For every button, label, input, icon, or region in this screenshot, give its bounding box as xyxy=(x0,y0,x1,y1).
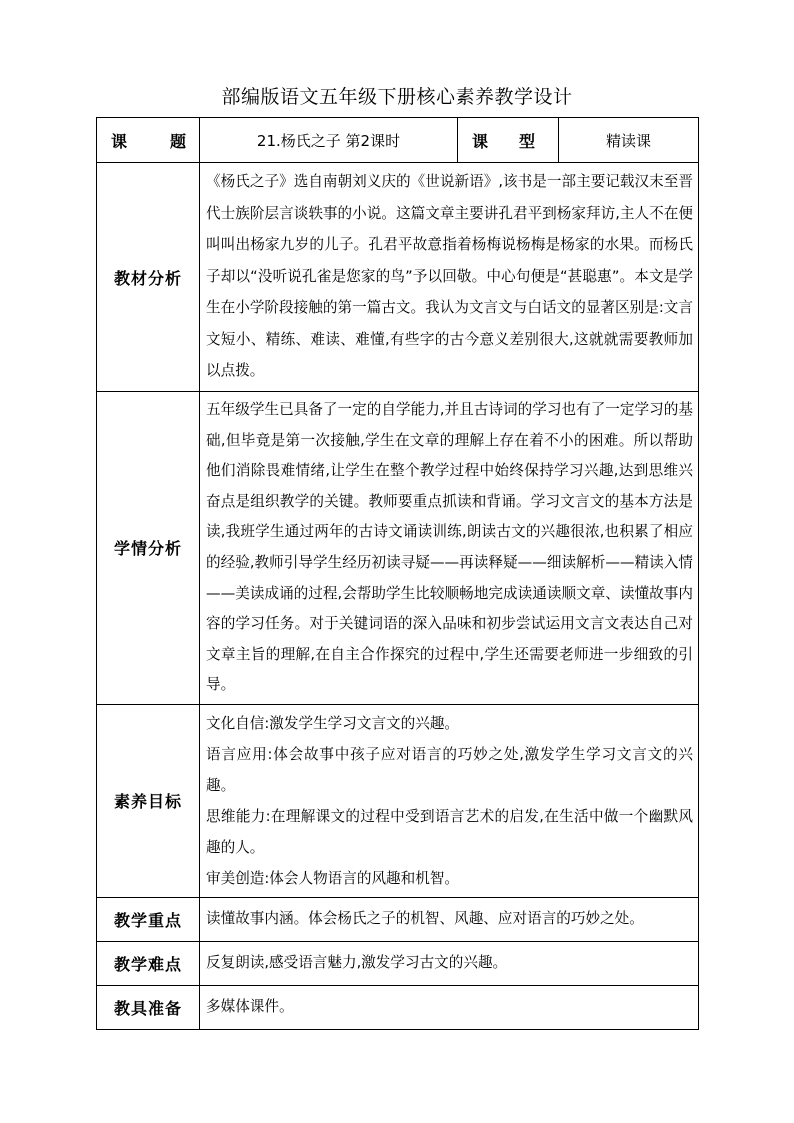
lesson-title-cell xyxy=(200,118,458,163)
materials-row xyxy=(97,985,699,1029)
document-title: 部编版语文五年级下册核心素养教学设计 xyxy=(221,86,573,108)
key-points-label: 教学重点 xyxy=(97,897,200,941)
difficult-points-text: 反复朗读,感受语言魅力,激发学习古文的兴趣。 xyxy=(200,941,699,985)
type-label-cell xyxy=(458,118,559,163)
literacy-goals-row xyxy=(97,704,699,897)
student-analysis-row xyxy=(97,392,699,705)
goal-item: 思维能力:在理解课文的过程中受到语言艺术的启发,在生活中做一个幽默风趣的人。 xyxy=(206,807,693,856)
goal-item: 审美创造:体会人物语言的风趣和机智。 xyxy=(206,869,460,887)
header-row xyxy=(97,118,699,163)
literacy-goals-label: 素养目标 xyxy=(97,704,200,897)
materials-text: 多媒体课件。 xyxy=(200,985,699,1029)
key-points-text: 读懂故事内涵。体会杨氏之子的机智、风趣、应对语言的巧妙之处。 xyxy=(200,897,699,941)
type-value: 精读课 xyxy=(605,131,651,150)
goal-item: 文化自信:激发学生学习文言文的兴趣。 xyxy=(206,714,460,732)
lesson-plan-table xyxy=(96,117,699,1030)
difficult-points-label: 教学难点 xyxy=(97,941,200,985)
difficult-points-row xyxy=(97,941,699,985)
textbook-analysis-text: 《杨氏之子》选自南朝刘义庆的《世说新语》,该书是一部主要记载汉末至晋代士族阶层言谈轶事的小说。这篇文章主要讲孔君平到杨家拜访,主人不在便叫叫出杨家九岁的儿子。孔君平故意指着杨梅说杨梅是杨家的水果。而杨氏子却以“没听说孔雀是您家的鸟”予以回敬。中心句便是“甚聪惠”。本文是学生在小学阶段接触的第一篇古文。我认为文言文与白话文的显著区别是:文言文短小、精练、难读、难懂,有些字的古今意义差别很大,这就就需要教师加以点拨。 xyxy=(200,163,699,392)
lesson-title: 21.杨氏之子 第2课时 xyxy=(256,131,401,150)
topic-label: 课 题 xyxy=(111,131,187,151)
materials-label: 教具准备 xyxy=(97,985,200,1029)
topic-label-cell xyxy=(97,118,200,163)
key-points-row xyxy=(97,897,699,941)
goal-item: 语言应用:体会故事中孩子应对语言的巧妙之处,激发学生学习文言文的兴趣。 xyxy=(206,745,693,794)
student-analysis-text: 五年级学生已具备了一定的自学能力,并且古诗词的学习也有了一定学习的基础,但毕竟是第一次接触,学生在文章的理解上存在着不小的困难。所以帮助他们消除畏难情绪,让学生在整个教学过程中始终保持学习兴趣,达到思维兴奋点是组织教学的关键。教师要重点抓读和背诵。学习文言文的基本方法是读,我班学生通过两年的古诗文诵读训练,朗读古文的兴趣很浓,也积累了相应的经验,教师引导学生经历初读寻疑——再读释疑——细读解析——精读入情——美读成诵的过程,会帮助学生比较顺畅地完成读通读顺文章、读懂故事内容的学习任务。对于关键词语的深入品味和初步尝试运用文言文表达自己对文章主旨的理解,在自主合作探究的过程中,学生还需要老师进一步细致的引导。 xyxy=(200,392,699,705)
textbook-analysis-row xyxy=(97,163,699,392)
student-analysis-label: 学情分析 xyxy=(97,392,200,705)
textbook-analysis-label: 教材分析 xyxy=(97,163,200,392)
type-value-cell xyxy=(559,118,699,163)
type-label: 课 型 xyxy=(472,131,536,151)
literacy-goals-list xyxy=(200,704,699,897)
